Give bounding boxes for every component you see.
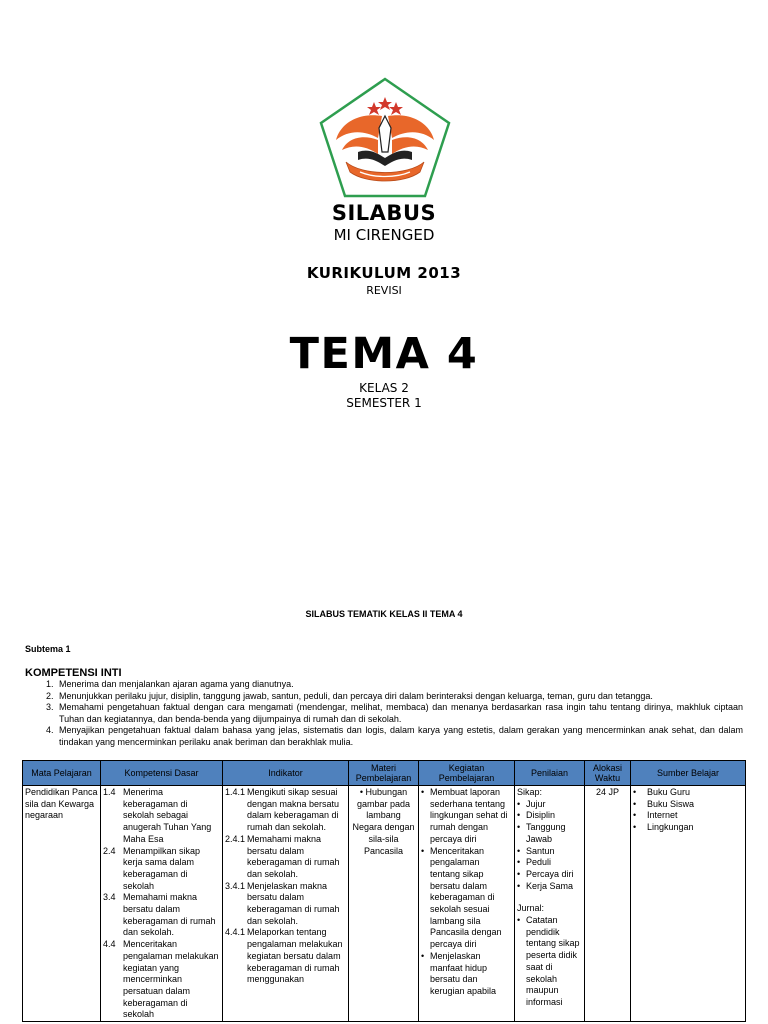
kd-item xyxy=(103,892,220,939)
header-indicator: Indikator xyxy=(223,761,349,786)
cell-indicator xyxy=(223,786,349,1022)
cell-learning-source xyxy=(631,786,746,1022)
header-assessment: Penilaian xyxy=(515,761,585,786)
material-text: • Hubungan gambar pada lambang Negara dengan sila-sila Pancasila xyxy=(352,787,415,856)
kd-num: 4.4 xyxy=(103,939,116,950)
subject-text: Pendidikan Pancasila dan Kewarganegaraan xyxy=(25,787,98,821)
semester-label: SEMESTER 1 xyxy=(346,396,422,410)
ki-item: 1. Menerima dan menjalankan ajaran agama yang dianutnya. xyxy=(56,679,743,691)
attitude-item: • Kerja Sama xyxy=(517,881,582,893)
indicator-num: 1.4.1 xyxy=(225,787,246,797)
indicator-text: Menjelaskan makna bersatu dalam keberagaman di rumah dan sekolah. xyxy=(247,880,340,926)
cell-activity xyxy=(419,786,515,1022)
core-competency-title: KOMPETENSI INTI xyxy=(25,667,122,679)
source-item: • Buku Guru xyxy=(633,787,743,799)
table-row xyxy=(23,786,746,1022)
table-header-row xyxy=(23,761,746,786)
header-material: Materi Pembelajaran xyxy=(349,761,419,786)
school-logo xyxy=(318,76,452,200)
kd-item xyxy=(103,939,220,1021)
journal-item: • Catatan pendidik tentang sikap peserta didik saat di sekolah maupun informasi xyxy=(517,915,582,1009)
attitude-item: • Santun xyxy=(517,846,582,858)
header-subject: Mata Pelajaran xyxy=(23,761,101,786)
header-learning-source: Sumber Belajar xyxy=(631,761,746,786)
activity-list xyxy=(421,787,512,998)
cover-title: SILABUS xyxy=(331,201,437,225)
cell-basic-competency xyxy=(101,786,223,1022)
attitude-item: • Disiplin xyxy=(517,810,582,822)
indicator-num: 4.4.1 xyxy=(225,927,246,938)
curriculum-title: KURIKULUM 2013 xyxy=(306,264,462,282)
activity-item: • Menceritakan pengalaman tentang sikap bersatu dalam keberagaman di sekolah sesuai lambang sila Pancasila dengan percaya diri xyxy=(421,846,512,951)
theme-title: TEMA 4 xyxy=(289,329,479,379)
attitude-item: • Percaya diri xyxy=(517,869,582,881)
header-basic-competency: Kompetensi Dasar xyxy=(101,761,223,786)
indicator-num: 3.4.1 xyxy=(225,880,246,891)
indicator-item xyxy=(225,881,346,928)
kd-text: Memahami makna bersatu dalam keberagaman di rumah dan sekolah. xyxy=(123,892,216,938)
indicator-item xyxy=(225,834,346,881)
source-item: • Lingkungan xyxy=(633,822,743,834)
indicator-text: Mengikuti sikap sesuai dengan makna bersatu dalam keberagaman di rumah dan sekolah. xyxy=(247,787,340,833)
syllabus-table xyxy=(22,760,746,1022)
time-allocation-text: 24 JP xyxy=(595,787,619,797)
attitude-item: • Peduli xyxy=(517,857,582,869)
revision-label: REVISI xyxy=(366,284,402,297)
source-item: • Buku Siswa xyxy=(633,799,743,811)
ki-item: 2. Menunjukkan perilaku jujur, disiplin, tanggung jawab, santun, peduli, dan percaya diri dalam berinteraksi dengan keluarga, teman, guru dan tetangga. xyxy=(56,691,743,703)
kd-text: Menampilkan sikap kerja sama dalam keberagaman di sekolah xyxy=(123,845,201,891)
syllabus-heading: SILABUS TEMATIK KELAS II TEMA 4 xyxy=(305,609,463,619)
kd-item xyxy=(103,846,220,893)
activity-item: • Membuat laporan sederhana tentang lingkungan sehat di rumah dengan percaya diri xyxy=(421,787,512,846)
journal-label: Jurnal: xyxy=(517,903,545,914)
attitude-item: • Jujur xyxy=(517,799,582,811)
indicator-text: Memahami makna bersatu dalam keberagaman di rumah dan sekolah. xyxy=(247,833,340,879)
kd-item xyxy=(103,787,220,846)
ki-item: 4. Menyajikan pengetahuan faktual dalam bahasa yang jelas, sistematis dan logis, dalam karya yang estetis, dalam gerakan yang mencerminkan anak sehat, dan dalam tindakan yang mencerminkan perilaku anak beriman dan berakhlak mulia. xyxy=(56,725,743,748)
indicator-item xyxy=(225,787,346,834)
kd-text: Menerima keberagaman di sekolah sebagai anugerah Tuhan Yang Maha Esa xyxy=(123,787,212,844)
header-activity: Kegiatan Pembelajaran xyxy=(419,761,515,786)
ki-item: 3. Memahami pengetahuan faktual dengan cara mengamati (mendengar, melihat, membaca) dan menanya berdasarkan rasa ingin tahu tentang dirinya, makhluk ciptaan Tuhan dan kegiatannya, dan benda-benda yang dijumpainya di rumah dan di sekolah. xyxy=(56,702,743,725)
source-list xyxy=(633,787,743,834)
class-label: KELAS 2 xyxy=(359,381,409,395)
cell-subject xyxy=(23,786,101,1022)
kd-num: 2.4 xyxy=(103,845,116,856)
activity-item: • Menjelaskan manfaat hidup bersatu dan kerugian apabila xyxy=(421,951,512,998)
journal-list xyxy=(517,915,582,1009)
subtheme-label: Subtema 1 xyxy=(25,644,71,654)
indicator-num: 2.4.1 xyxy=(225,833,246,844)
indicator-text: Melaporkan tentang pengalaman melakukan kegiatan bersatu dalam keberagaman di rumah menggunakan xyxy=(247,927,343,985)
attitude-label: Sikap: xyxy=(517,787,543,797)
school-name: MI CIRENGED xyxy=(333,226,435,244)
cell-time-allocation xyxy=(585,786,631,1022)
core-competency-list xyxy=(25,679,743,748)
source-item: • Internet xyxy=(633,810,743,822)
kd-num: 3.4 xyxy=(103,892,116,903)
attitude-list xyxy=(517,799,582,893)
kd-num: 1.4 xyxy=(103,787,116,797)
kd-text: Menceritakan pengalaman melakukan kegiatan yang mencerminkan persatuan dalam keberagaman di sekolah xyxy=(123,939,219,1020)
attitude-item: • Tanggung Jawab xyxy=(517,822,582,845)
header-time-allocation: Alokasi Waktu xyxy=(585,761,631,786)
indicator-item xyxy=(225,927,346,986)
cell-material xyxy=(349,786,419,1022)
cell-assessment xyxy=(515,786,585,1022)
